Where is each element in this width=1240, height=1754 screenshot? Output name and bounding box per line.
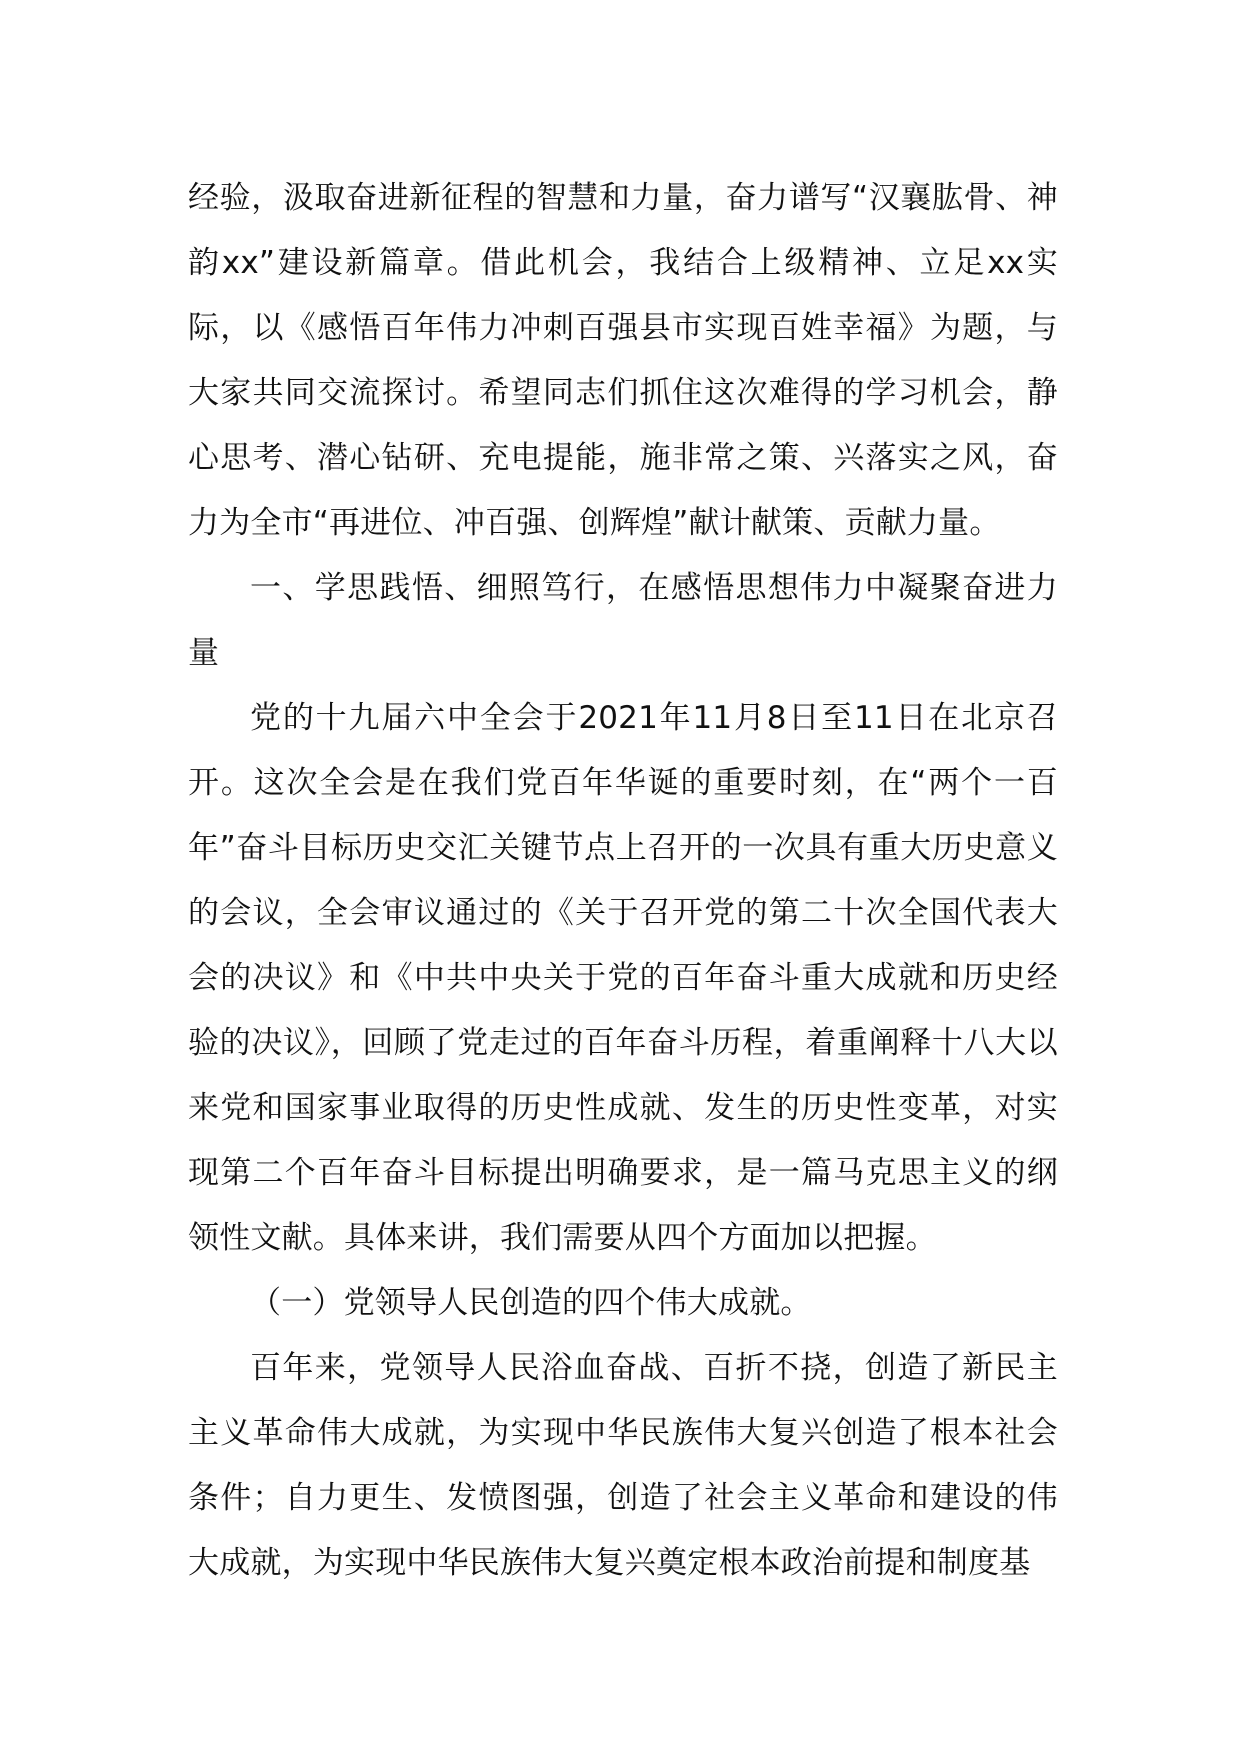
body-text [188,166,1058,1596]
paragraph-four-achievements: 百年来，党领导人民浴血奋战、百折不挠，创造了新民主主义革命伟大成就，为实现中华民族伟大复兴创造了根本社会条件；自力更生、发愤图强，创造了社会主义革命和建设的伟大成就，为实现中华民族伟大复兴奠定根本政治前提和制度基 [188,1350,1058,1581]
section-heading-one: 一、学思践悟、细照笃行，在感悟思想伟力中凝聚奋进力量 [188,570,1058,671]
paragraph-plenary-session: 党的十九届六中全会于2021年11月8日至11日在北京召开。这次全会是在我们党百年华诞的重要时刻，在“两个一百年”奋斗目标历史交汇关键节点上召开的一次具有重大历史意义的会议，全会审议通过的《关于召开党的第二十次全国代表大会的决议》和《中共中央关于党的百年奋斗重大成就和历史经验的决议》，回顾了党走过的百年奋斗历程，着重阐释十八大以来党和国家事业取得的历史性成就、发生的历史性变革，对实现第二个百年奋斗目标提出明确要求，是一篇马克思主义的纲领性文献。具体来讲，我们需要从四个方面加以把握。 [188,700,1058,1256]
paragraph-continuation: 经验，汲取奋进新征程的智慧和力量，奋力谱写“汉襄肱骨、神韵xx”建设新篇章。借此机会，我结合上级精神、立足xx实际，以《感悟百年伟力冲刺百强县市实现百姓幸福》为题，与大家共同交流探讨。希望同志们抓住这次难得的学习机会，静心思考、潜心钻研、充电提能，施非常之策、兴落实之风，奋力为全市“再进位、冲百强、创辉煌”献计献策、贡献力量。 [188,180,1058,541]
subsection-heading-one: （一）党领导人民创造的四个伟大成就。 [250,1285,812,1321]
